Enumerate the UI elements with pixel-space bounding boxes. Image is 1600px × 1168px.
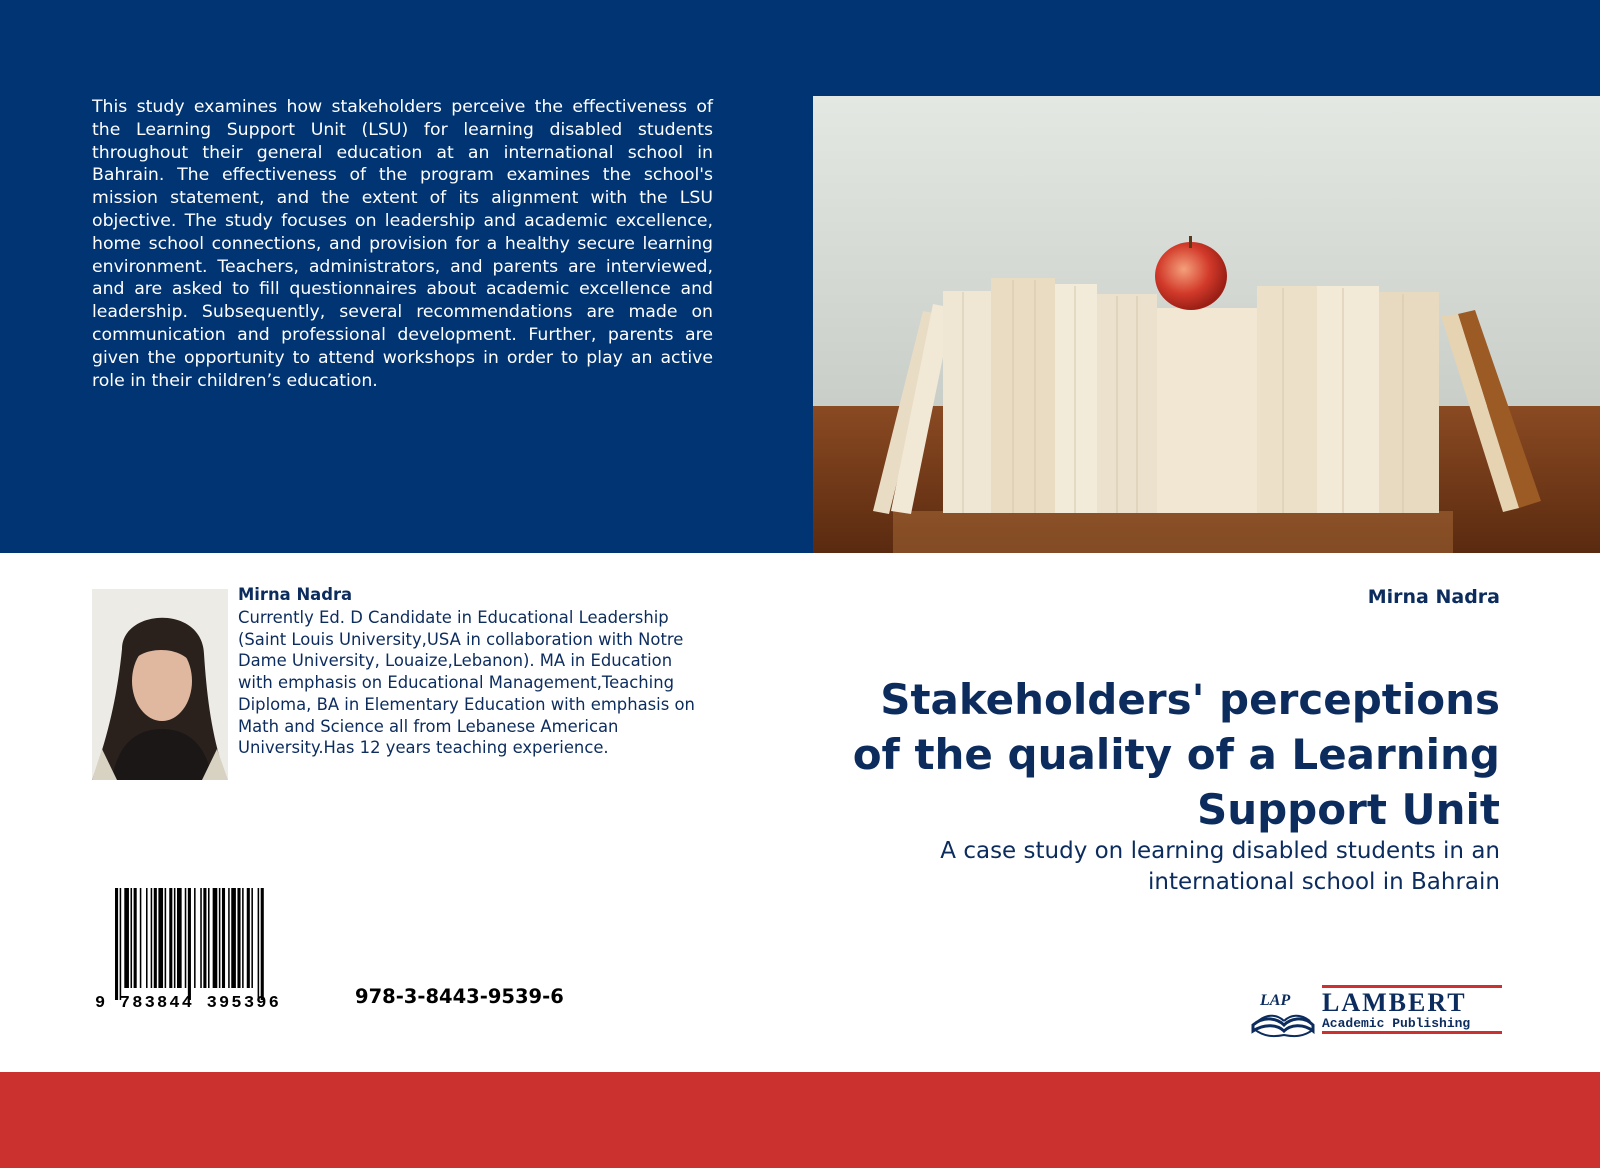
barcode-bar [261, 888, 264, 1000]
book-subtitle: A case study on learning disabled students in an international school in Bahrain [940, 838, 1500, 895]
barcode-bar [185, 888, 187, 988]
barcode-bar [158, 888, 163, 988]
barcode-bar [120, 888, 122, 1000]
book-title: Stakeholders' perceptions of the quality of a Learning Support Unit [852, 675, 1500, 834]
barcode-bar [169, 888, 172, 988]
barcode-bar [219, 888, 221, 988]
barcode-bar [151, 888, 153, 988]
author-name-back: Mirna Nadra [238, 585, 353, 604]
books-apple-photo [813, 96, 1600, 553]
barcode-bar [237, 888, 240, 988]
author-name-front: Mirna Nadra [1367, 586, 1500, 608]
barcode-bar [154, 888, 157, 988]
barcode-bar [194, 888, 196, 988]
barcode-bar [174, 888, 176, 988]
barcode-bar [200, 888, 202, 988]
publisher-tagline: Academic Publishing [1322, 1016, 1471, 1031]
barcode-bar [115, 888, 118, 1000]
barcode-bar [203, 888, 206, 988]
barcode-digits: 9 783844 395396 [95, 994, 282, 1012]
barcode-bar [131, 888, 133, 988]
barcode-bar [134, 888, 137, 988]
bottom-color-band [0, 1072, 1600, 1168]
barcode-bar [222, 888, 225, 988]
barcode-bar [165, 888, 167, 988]
isbn-number: 978-3-8443-9539-6 [355, 985, 564, 1008]
publisher-name: LAMBERT [1322, 988, 1467, 1017]
barcode-bar [208, 888, 210, 988]
author-portrait [92, 589, 228, 780]
barcode-bar [213, 888, 218, 988]
barcode-bar [231, 888, 236, 988]
barcode-bar [146, 888, 148, 988]
barcode-bar [124, 888, 129, 988]
barcode-bar [242, 888, 244, 988]
barcode-bar [177, 888, 182, 988]
barcode-bar [258, 888, 260, 1000]
logo-initials: LAP [1260, 992, 1291, 1009]
barcode-bar [228, 888, 230, 988]
barcode-bar [247, 888, 250, 988]
back-cover-description: This study examines how stakeholders perceive the effectiveness of the Learning Support Unit (LSU) for learning disabled students throughout their general education at an international school in Bahrain. The effectiveness of the program examines the school's mission statement, and the extent of its alignment with the LSU objective. The study focuses on leadership and academic excellence, home school connections, and provision for a healthy secure learning environment. Teachers, administrators, and parents are interviewed, and are asked to fill questionnaires about academic excellence and leadership. Subsequently, several recommendations are made on communication and professional development. Further, parents are given the opportunity to attend workshops in order to play an active role in their children’s education. [92, 97, 713, 391]
barcode-bar [251, 888, 253, 988]
barcode-bar [188, 888, 191, 1000]
lap-book-logo [1250, 985, 1504, 1041]
barcode-bar [140, 888, 142, 988]
author-bio: Currently Ed. D Candidate in Educational Leadership (Saint Louis University,USA in collaboration with Notre Dame University, Louaize,Lebanon). MA in Education with emphasis on Educational Management,Teaching Diploma, BA in Elementary Education with emphasis on Math and Science all from Lebanese American University.Has 12 years teaching experience. [238, 608, 695, 758]
barcode [95, 888, 335, 1012]
